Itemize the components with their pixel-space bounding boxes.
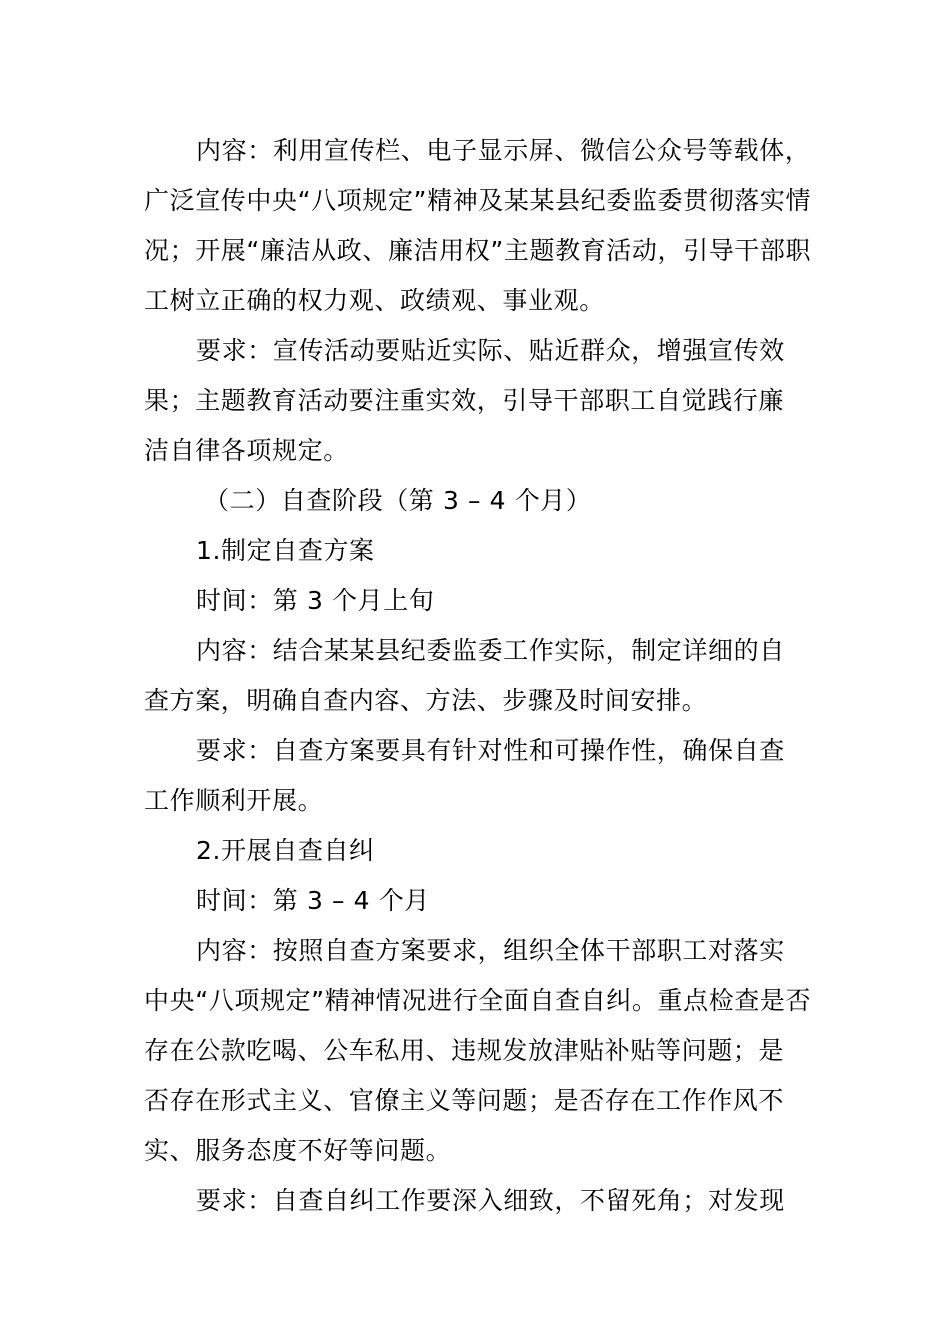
paragraph-line: 存在公款吃喝、公车私用、违规发放津贴补贴等问题；是	[144, 1036, 785, 1065]
paragraph-line: 实、服务态度不好等问题。	[144, 1136, 452, 1165]
paragraph-line: 中央“八项规定”精神情况进行全面自查自纠。重点检查是否	[144, 986, 812, 1015]
subsection-heading: 1.制定自查方案	[196, 536, 375, 565]
paragraph-line: 内容：利用宣传栏、电子显示屏、微信公众号等载体，	[196, 136, 811, 165]
paragraph-line: 时间：第 3 – 4 个月	[196, 886, 430, 915]
subsection-heading: 2.开展自查自纠	[196, 836, 375, 865]
paragraph-line: 要求：宣传活动要贴近实际、贴近群众，增强宣传效	[196, 336, 785, 365]
paragraph-line: 时间：第 3 个月上旬	[196, 586, 435, 615]
paragraph-line: 工树立正确的权力观、政绩观、事业观。	[144, 286, 605, 315]
paragraph-line: 查方案，明确自查内容、方法、步骤及时间安排。	[144, 686, 708, 715]
paragraph-line: 内容：按照自查方案要求，组织全体干部职工对落实	[196, 936, 785, 965]
paragraph-line: 洁自律各项规定。	[144, 436, 349, 465]
paragraph-line: 要求：自查方案要具有针对性和可操作性，确保自查	[196, 736, 785, 765]
paragraph-line: 要求：自查自纠工作要深入细致，不留死角；对发现	[196, 1186, 785, 1215]
paragraph-line: 内容：结合某某县纪委监委工作实际，制定详细的自	[196, 636, 785, 665]
paragraph-line: 况；开展“廉洁从政、廉洁用权”主题教育活动，引导干部职	[144, 236, 812, 265]
paragraph-line: 工作顺利开展。	[144, 786, 324, 815]
paragraph-line: 否存在形式主义、官僚主义等问题；是否存在工作作风不	[144, 1086, 785, 1115]
document-body	[144, 126, 812, 1226]
section-heading: （二）自查阶段（第 3 – 4 个月）	[204, 486, 592, 515]
paragraph-line: 果；主题教育活动要注重实效，引导干部职工自觉践行廉	[144, 386, 785, 415]
paragraph-line: 广泛宣传中央“八项规定”精神及某某县纪委监委贯彻落实情	[144, 186, 812, 215]
